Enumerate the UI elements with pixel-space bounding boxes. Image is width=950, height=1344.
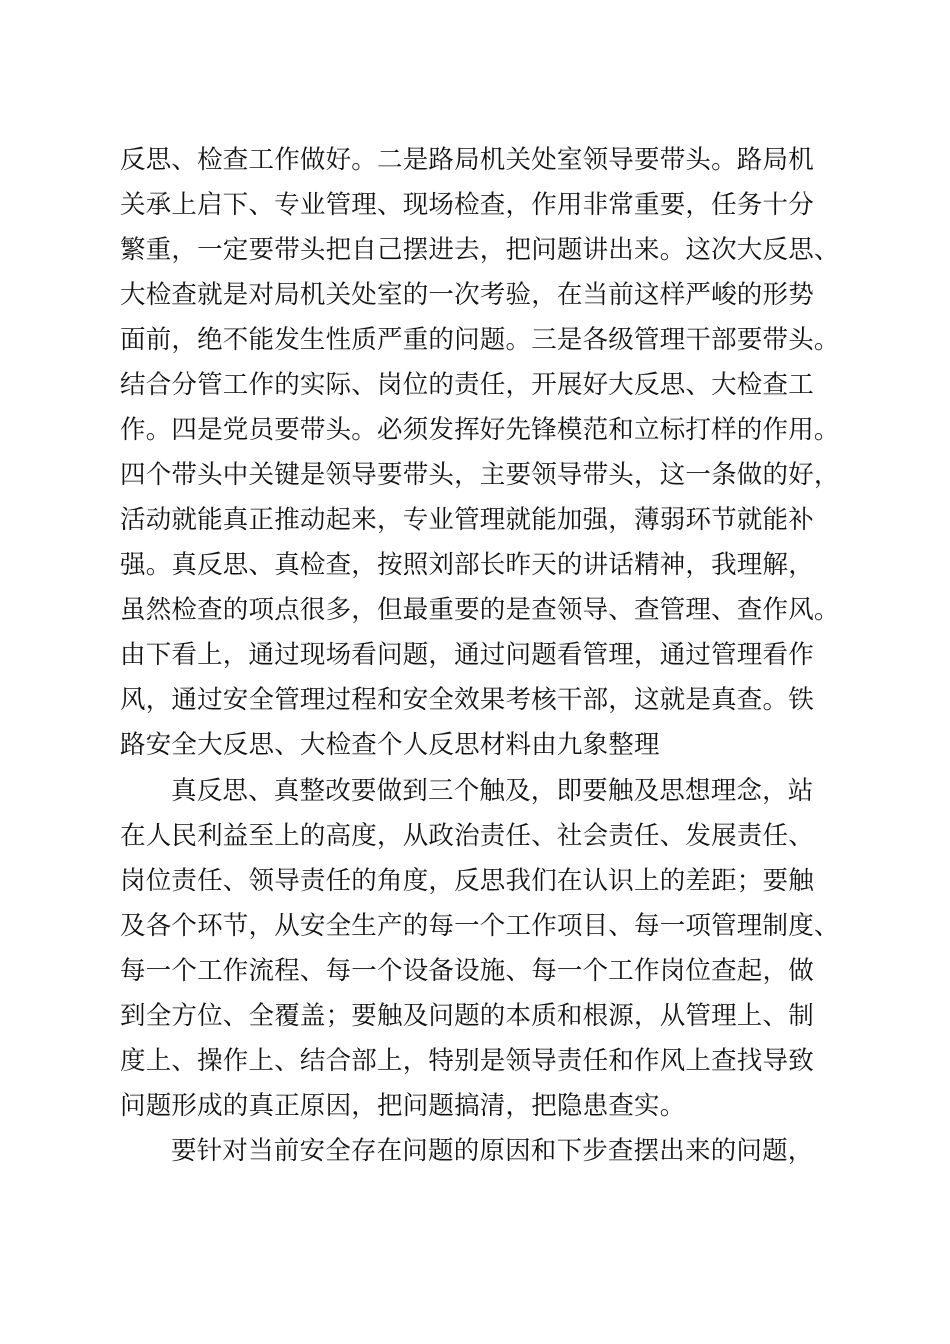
text-line: 活动就能真正推动起来，专业管理就能加强，薄弱环节就能补 xyxy=(120,505,814,535)
text-line: 及各个环节，从安全生产的每一个工作项目、每一项管理制度、 xyxy=(120,911,840,941)
text-line: 在人民利益至上的高度，从政治责任、社会责任、发展责任、 xyxy=(120,821,814,851)
text-line: 强。真反思、真检查，按照刘部长昨天的讲话精神，我理解， xyxy=(120,550,814,580)
text-line: 面前，绝不能发生性质严重的问题。三是各级管理干部要带头。 xyxy=(120,325,840,355)
text-line: 路安全大反思、大检查个人反思材料由九象整理 xyxy=(120,730,660,760)
text-line: 大检查就是对局机关处室的一次考验，在当前这样严峻的形势 xyxy=(120,280,814,310)
paragraph-first-line: 真反思、真整改要做到三个触及，即要触及思想理念，站 xyxy=(171,776,814,806)
paragraph-first-line: 要针对当前安全存在问题的原因和下步查摆出来的问题， xyxy=(171,1136,814,1166)
text-line: 四个带头中关键是领导要带头，主要领导带头，这一条做的好， xyxy=(120,460,840,490)
text-line: 每一个工作流程、每一个设备设施、每一个工作岗位查起，做 xyxy=(120,956,814,986)
text-line: 岗位责任、领导责任的角度，反思我们在认识上的差距；要触 xyxy=(120,866,814,896)
text-line: 风，通过安全管理过程和安全效果考核干部，这就是真查。铁 xyxy=(120,685,814,715)
text-line: 结合分管工作的实际、岗位的责任，开展好大反思、大检查工 xyxy=(120,370,814,400)
text-line: 到全方位、全覆盖；要触及问题的本质和根源，从管理上、制 xyxy=(120,1001,814,1031)
text-line: 问题形成的真正原因，把问题搞清，把隐患查实。 xyxy=(120,1091,686,1121)
text-line: 繁重，一定要带头把自己摆进去，把问题讲出来。这次大反思、 xyxy=(120,235,840,265)
text-line: 作。四是党员要带头。必须发挥好先锋模范和立标打样的作用。 xyxy=(120,415,840,445)
text-line: 虽然检查的项点很多，但最重要的是查领导、查管理、查作风。 xyxy=(120,595,840,625)
text-line: 由下看上，通过现场看问题，通过问题看管理，通过管理看作 xyxy=(120,640,814,670)
text-line: 反思、检查工作做好。二是路局机关处室领导要带头。路局机 xyxy=(120,145,814,175)
text-line: 度上、操作上、结合部上，特别是领导责任和作风上查找导致 xyxy=(120,1046,814,1076)
text-line: 关承上启下、专业管理、现场检查，作用非常重要，任务十分 xyxy=(120,190,814,220)
